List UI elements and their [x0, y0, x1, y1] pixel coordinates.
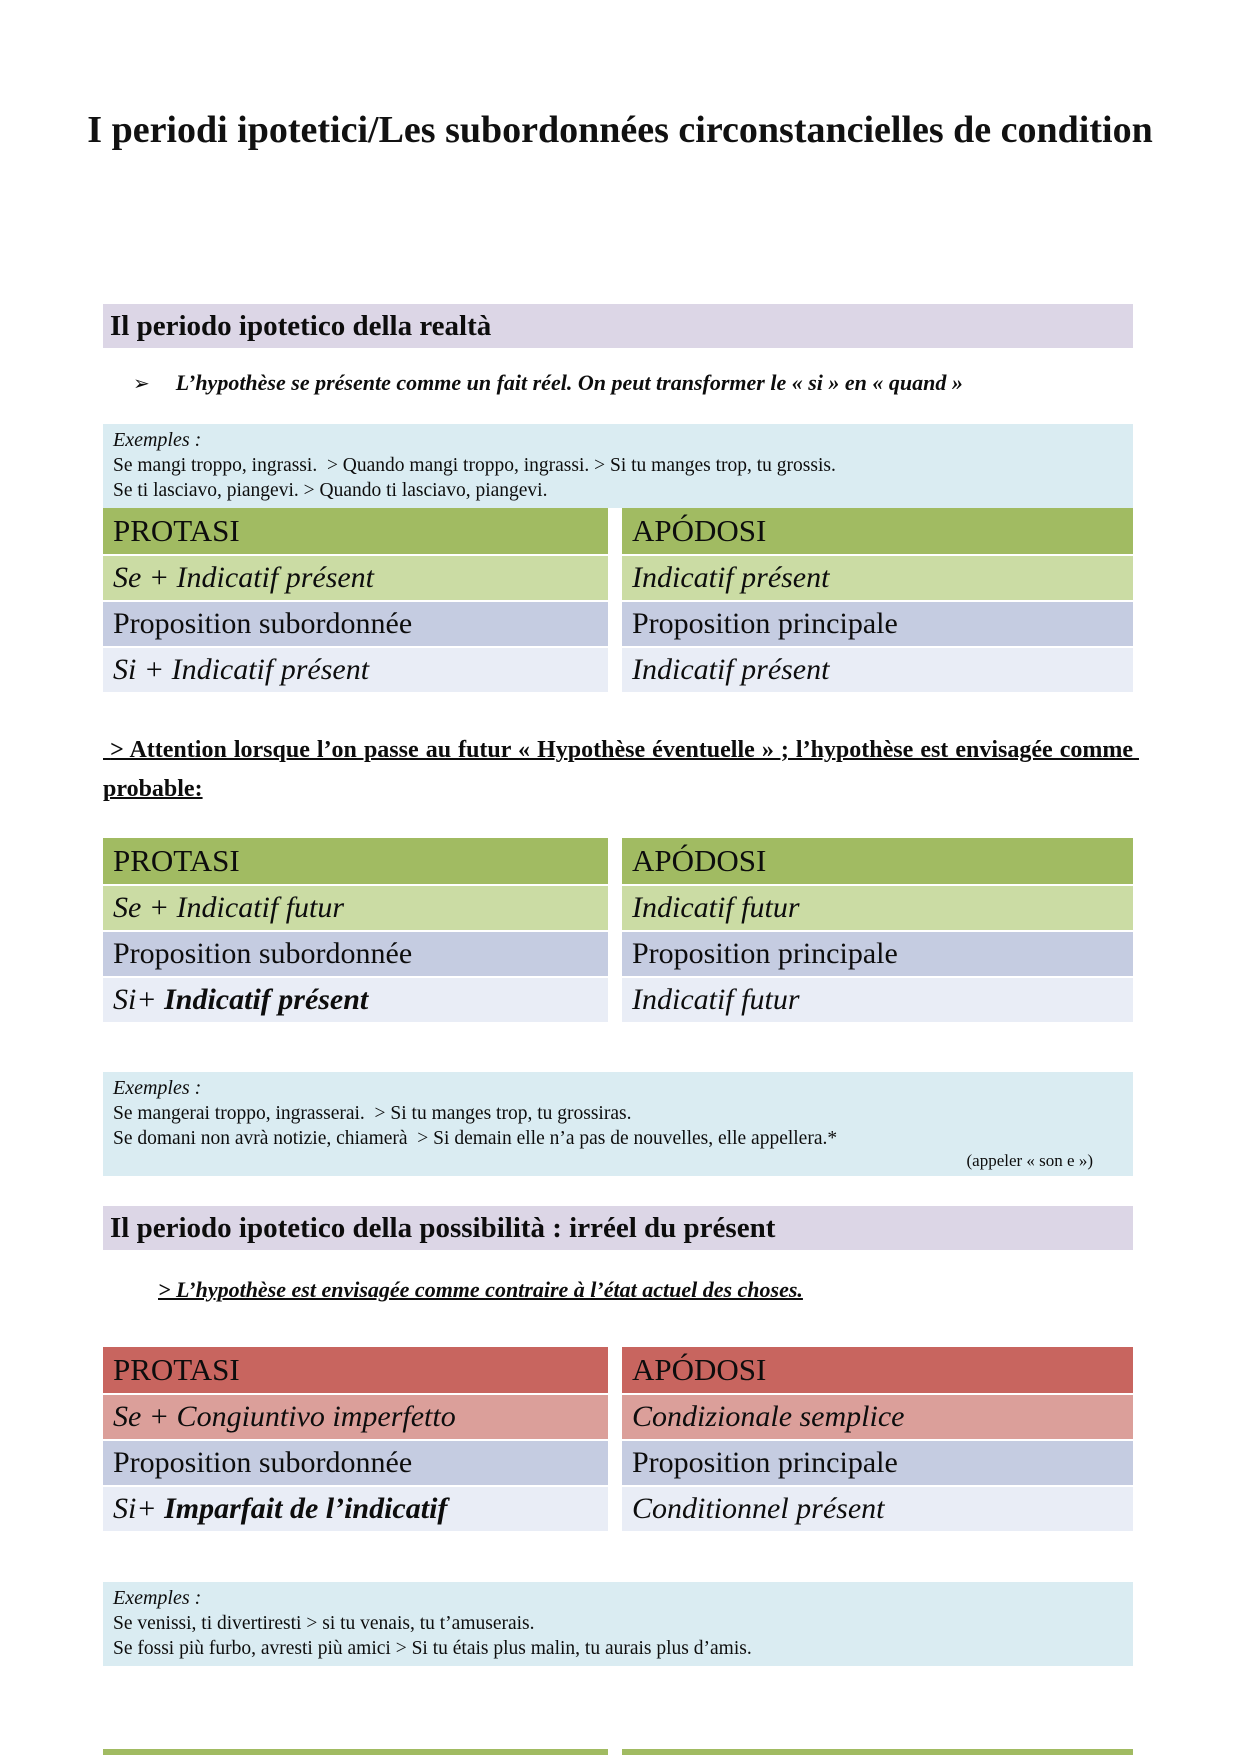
table-cell: Condizionale semplice — [622, 1395, 1133, 1439]
bullet-hypothese-contraire: > L’hypothèse est envisagée comme contraire à l’état actuel des choses. — [158, 1277, 803, 1302]
examples-label: Exemples : — [113, 1077, 202, 1099]
table-header-protasi: PROTASI — [103, 1347, 608, 1393]
example-line: Se mangi troppo, ingrassi. > Quando mangi troppo, ingrassi. > Si tu manges trop, tu grossis. — [113, 455, 836, 476]
examples-label: Exemples : — [113, 1587, 202, 1609]
table-header-apodosi: APÓDOSI — [622, 1347, 1133, 1393]
bullet-hypothese-reelle-text: L’hypothèse se présente comme un fait réel. On peut transformer le « si » en « quand » — [175, 370, 963, 395]
table-header-protasi: PROTASI — [103, 508, 608, 554]
table-cell: Proposition subordonnée — [103, 602, 608, 646]
table-cell: Proposition subordonnée — [103, 932, 608, 976]
table-row-tense-it — [103, 556, 1133, 600]
table-row-propositions — [103, 932, 1133, 976]
table-cell: Si+ Indicatif présent — [103, 978, 608, 1022]
table-row-tense-it — [103, 1395, 1133, 1439]
next-table-cutoff — [103, 1749, 1133, 1755]
table-header-protasi: PROTASI — [103, 838, 608, 884]
examples-block-futur — [103, 1072, 1133, 1176]
table-cell: Indicatif présent — [622, 648, 1133, 692]
table-cell: Se + Indicatif présent — [103, 556, 608, 600]
table-cell: Se + Indicatif futur — [103, 886, 608, 930]
table-irreel-present — [103, 1347, 1133, 1531]
table-cell: Indicatif futur — [622, 886, 1133, 930]
example-line: Se ti lasciavo, piangevi. > Quando ti lasciavo, piangevi. — [113, 480, 548, 501]
table-row-tense-fr — [103, 978, 1133, 1022]
table-header-apodosi: APÓDOSI — [622, 508, 1133, 554]
table-row-propositions — [103, 1441, 1133, 1485]
example-footnote: (appeler « son e ») — [966, 1151, 1093, 1170]
example-line: Se mangerai troppo, ingrasserai. > Si tu manges trop, tu grossiras. — [113, 1103, 632, 1124]
table-cell: Se + Congiuntivo imperfetto — [103, 1395, 608, 1439]
table-cell: Conditionnel présent — [622, 1487, 1133, 1531]
table-cell: Proposition principale — [622, 1441, 1133, 1485]
table-realite-present — [103, 508, 1133, 692]
table-header-row — [103, 1347, 1133, 1393]
section-heading-realta-label: Il periodo ipotetico della realtà — [110, 310, 492, 342]
arrow-bullet-icon: ➢ — [133, 373, 150, 395]
table-row-tense-fr — [103, 1487, 1133, 1531]
next-table-cutoff-cell — [622, 1749, 1133, 1755]
section-heading-realta — [103, 304, 1133, 348]
attention-paragraph: > Attention lorsque l’on passe au futur « Hypothèse éventuelle » ; l’hypothèse est envisagée comme probable: — [103, 737, 1140, 802]
section-heading-possibilita-label: Il periodo ipotetico della possibilità : irréel du présent — [110, 1212, 776, 1244]
table-cell: Si + Indicatif présent — [103, 648, 608, 692]
next-table-cutoff-cell — [103, 1749, 608, 1755]
table-row-tense-fr — [103, 648, 1133, 692]
table-cell: Indicatif présent — [622, 556, 1133, 600]
table-header-row — [103, 508, 1133, 554]
example-line: Se domani non avrà notizie, chiamerà > Si demain elle n’a pas de nouvelles, elle appellera.* — [113, 1128, 838, 1149]
example-line: Se venissi, ti divertiresti > si tu venais, tu t’amuserais. — [113, 1613, 535, 1634]
table-header-row — [103, 838, 1133, 884]
table-cell: Proposition principale — [622, 602, 1133, 646]
table-cell: Si+ Imparfait de l’indicatif — [103, 1487, 608, 1531]
bullet-hypothese-reelle — [133, 370, 1113, 396]
table-cell: Proposition subordonnée — [103, 1441, 608, 1485]
section-heading-possibilita — [103, 1206, 1133, 1250]
table-cell: Indicatif futur — [622, 978, 1133, 1022]
examples-block-irreel — [103, 1582, 1133, 1666]
table-row-tense-it — [103, 886, 1133, 930]
table-cell: Proposition principale — [622, 932, 1133, 976]
table-hypothese-eventuelle — [103, 838, 1133, 1022]
document-title: I periodi ipotetici/Les subordonnées circonstancielles de condition — [87, 109, 1153, 151]
example-line: Se fossi più furbo, avresti più amici > Si tu étais plus malin, tu aurais plus d’amis. — [113, 1638, 752, 1659]
examples-label: Exemples : — [113, 429, 202, 451]
table-row-propositions — [103, 602, 1133, 646]
examples-block-realta — [103, 424, 1133, 508]
table-header-apodosi: APÓDOSI — [622, 838, 1133, 884]
